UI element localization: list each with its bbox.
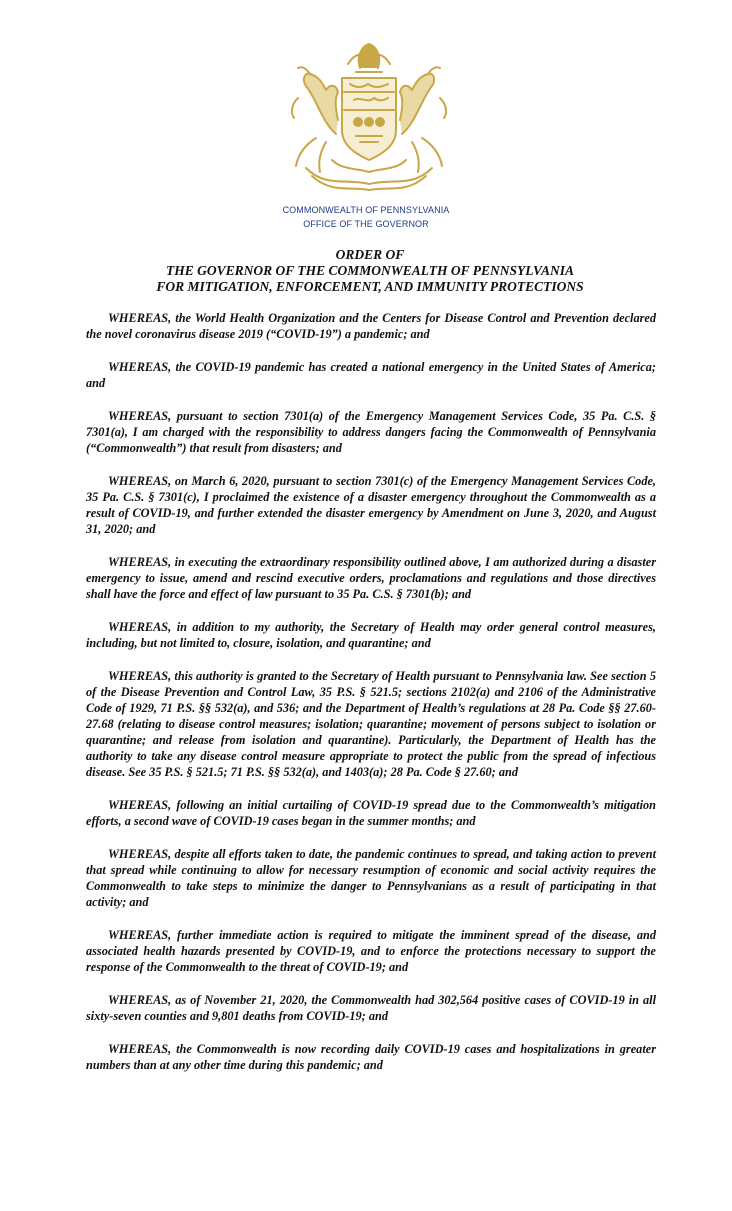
whereas-paragraph-9: WHEREAS, despite all efforts taken to date, the pandemic continues to spread, and taking action to prevent that spread while continuing to allow for necessary resumption of economic and social activity requires the Commonwealth to take steps to minimize the danger to Pennsylvanians as a result of participating in that activity; and bbox=[86, 847, 656, 909]
office-line-commonwealth: COMMONWEALTH OF PENNSYLVANIA bbox=[282, 205, 450, 215]
order-title-line-3: FOR MITIGATION, ENFORCEMENT, AND IMMUNITY PROTECTIONS bbox=[156, 279, 584, 294]
whereas-paragraph-7: WHEREAS, this authority is granted to the Secretary of Health pursuant to Pennsylvania law. See section 5 of the Disease Prevention and Control Law, 35 P.S. § 521.5; sections 2102(a) and 2106 of the Administrative Code of 1929, 71 P.S. §§ 532(a), and 536; and the Department of Health’s regulations at 28 Pa. Code §§ 27.60-27.68 (relating to disease control measures; isolation; quarantine; movement of persons subject to isolation or quarantine; and release from isolation and quarantine). Particularly, the Department of Health has the authority to take any disease control measure appropriate to protect the public from the spread of infectious disease. See 35 P.S. § 521.5; 71 P.S. §§ 532(a), and 1403(a); 28 Pa. Code § 27.60; and bbox=[86, 669, 656, 779]
whereas-paragraph-1: WHEREAS, the World Health Organization and the Centers for Disease Control and Prevention declared the novel coronavirus disease 2019 (“COVID-19”) a pandemic; and bbox=[86, 311, 656, 341]
order-title-line-2: THE GOVERNOR OF THE COMMONWEALTH OF PENNSYLVANIA bbox=[165, 263, 575, 278]
whereas-paragraph-4: WHEREAS, on March 6, 2020, pursuant to section 7301(c) of the Emergency Management Services Code, 35 Pa. C.S. § 7301(c), I proclaimed the existence of a disaster emergency throughout the Commonwealth as a result of COVID-19, and further extended the disaster emergency by Amendment on June 3, 2020, and August 31, 2020; and bbox=[86, 474, 656, 536]
whereas-paragraph-8: WHEREAS, following an initial curtailing of COVID-19 spread due to the Commonwealth’s mitigation efforts, a second wave of COVID-19 cases began in the summer months; and bbox=[86, 798, 656, 828]
order-body bbox=[86, 310, 656, 1090]
whereas-paragraph-10: WHEREAS, further immediate action is required to mitigate the imminent spread of the disease, and associated health hazards presented by COVID-19, and to enforce the protections necessary to support the response of the Commonwealth to the threat of COVID-19; and bbox=[86, 928, 656, 974]
whereas-paragraph-3: WHEREAS, pursuant to section 7301(a) of the Emergency Management Services Code, 35 Pa. C.S. § 7301(a), I am charged with the responsibility to address dangers facing the Commonwealth of Pennsylvania (“Commonwealth”) that result from disasters; and bbox=[86, 409, 656, 455]
whereas-paragraph-5: WHEREAS, in executing the extraordinary responsibility outlined above, I am authorized during a disaster emergency to issue, amend and rescind executive orders, proclamations and regulations and those directives shall have the force and effect of law pursuant to 35 Pa. C.S. § 7301(b); and bbox=[86, 555, 656, 601]
office-line-governor: OFFICE OF THE GOVERNOR bbox=[303, 219, 429, 229]
whereas-paragraph-11: WHEREAS, as of November 21, 2020, the Commonwealth had 302,564 positive cases of COVID-19 in all sixty-seven counties and 9,801 deaths from COVID-19; and bbox=[86, 993, 656, 1023]
order-title-line-1: ORDER OF bbox=[335, 247, 405, 262]
whereas-paragraph-6: WHEREAS, in addition to my authority, the Secretary of Health may order general control measures, including, but not limited to, closure, isolation, and quarantine; and bbox=[86, 620, 656, 650]
whereas-paragraph-2: WHEREAS, the COVID-19 pandemic has created a national emergency in the United States of America; and bbox=[86, 360, 656, 390]
whereas-paragraph-12: WHEREAS, the Commonwealth is now recording daily COVID-19 cases and hospitalizations in greater numbers than at any other time during this pandemic; and bbox=[86, 1042, 656, 1072]
pennsylvania-seal-icon bbox=[276, 38, 462, 198]
